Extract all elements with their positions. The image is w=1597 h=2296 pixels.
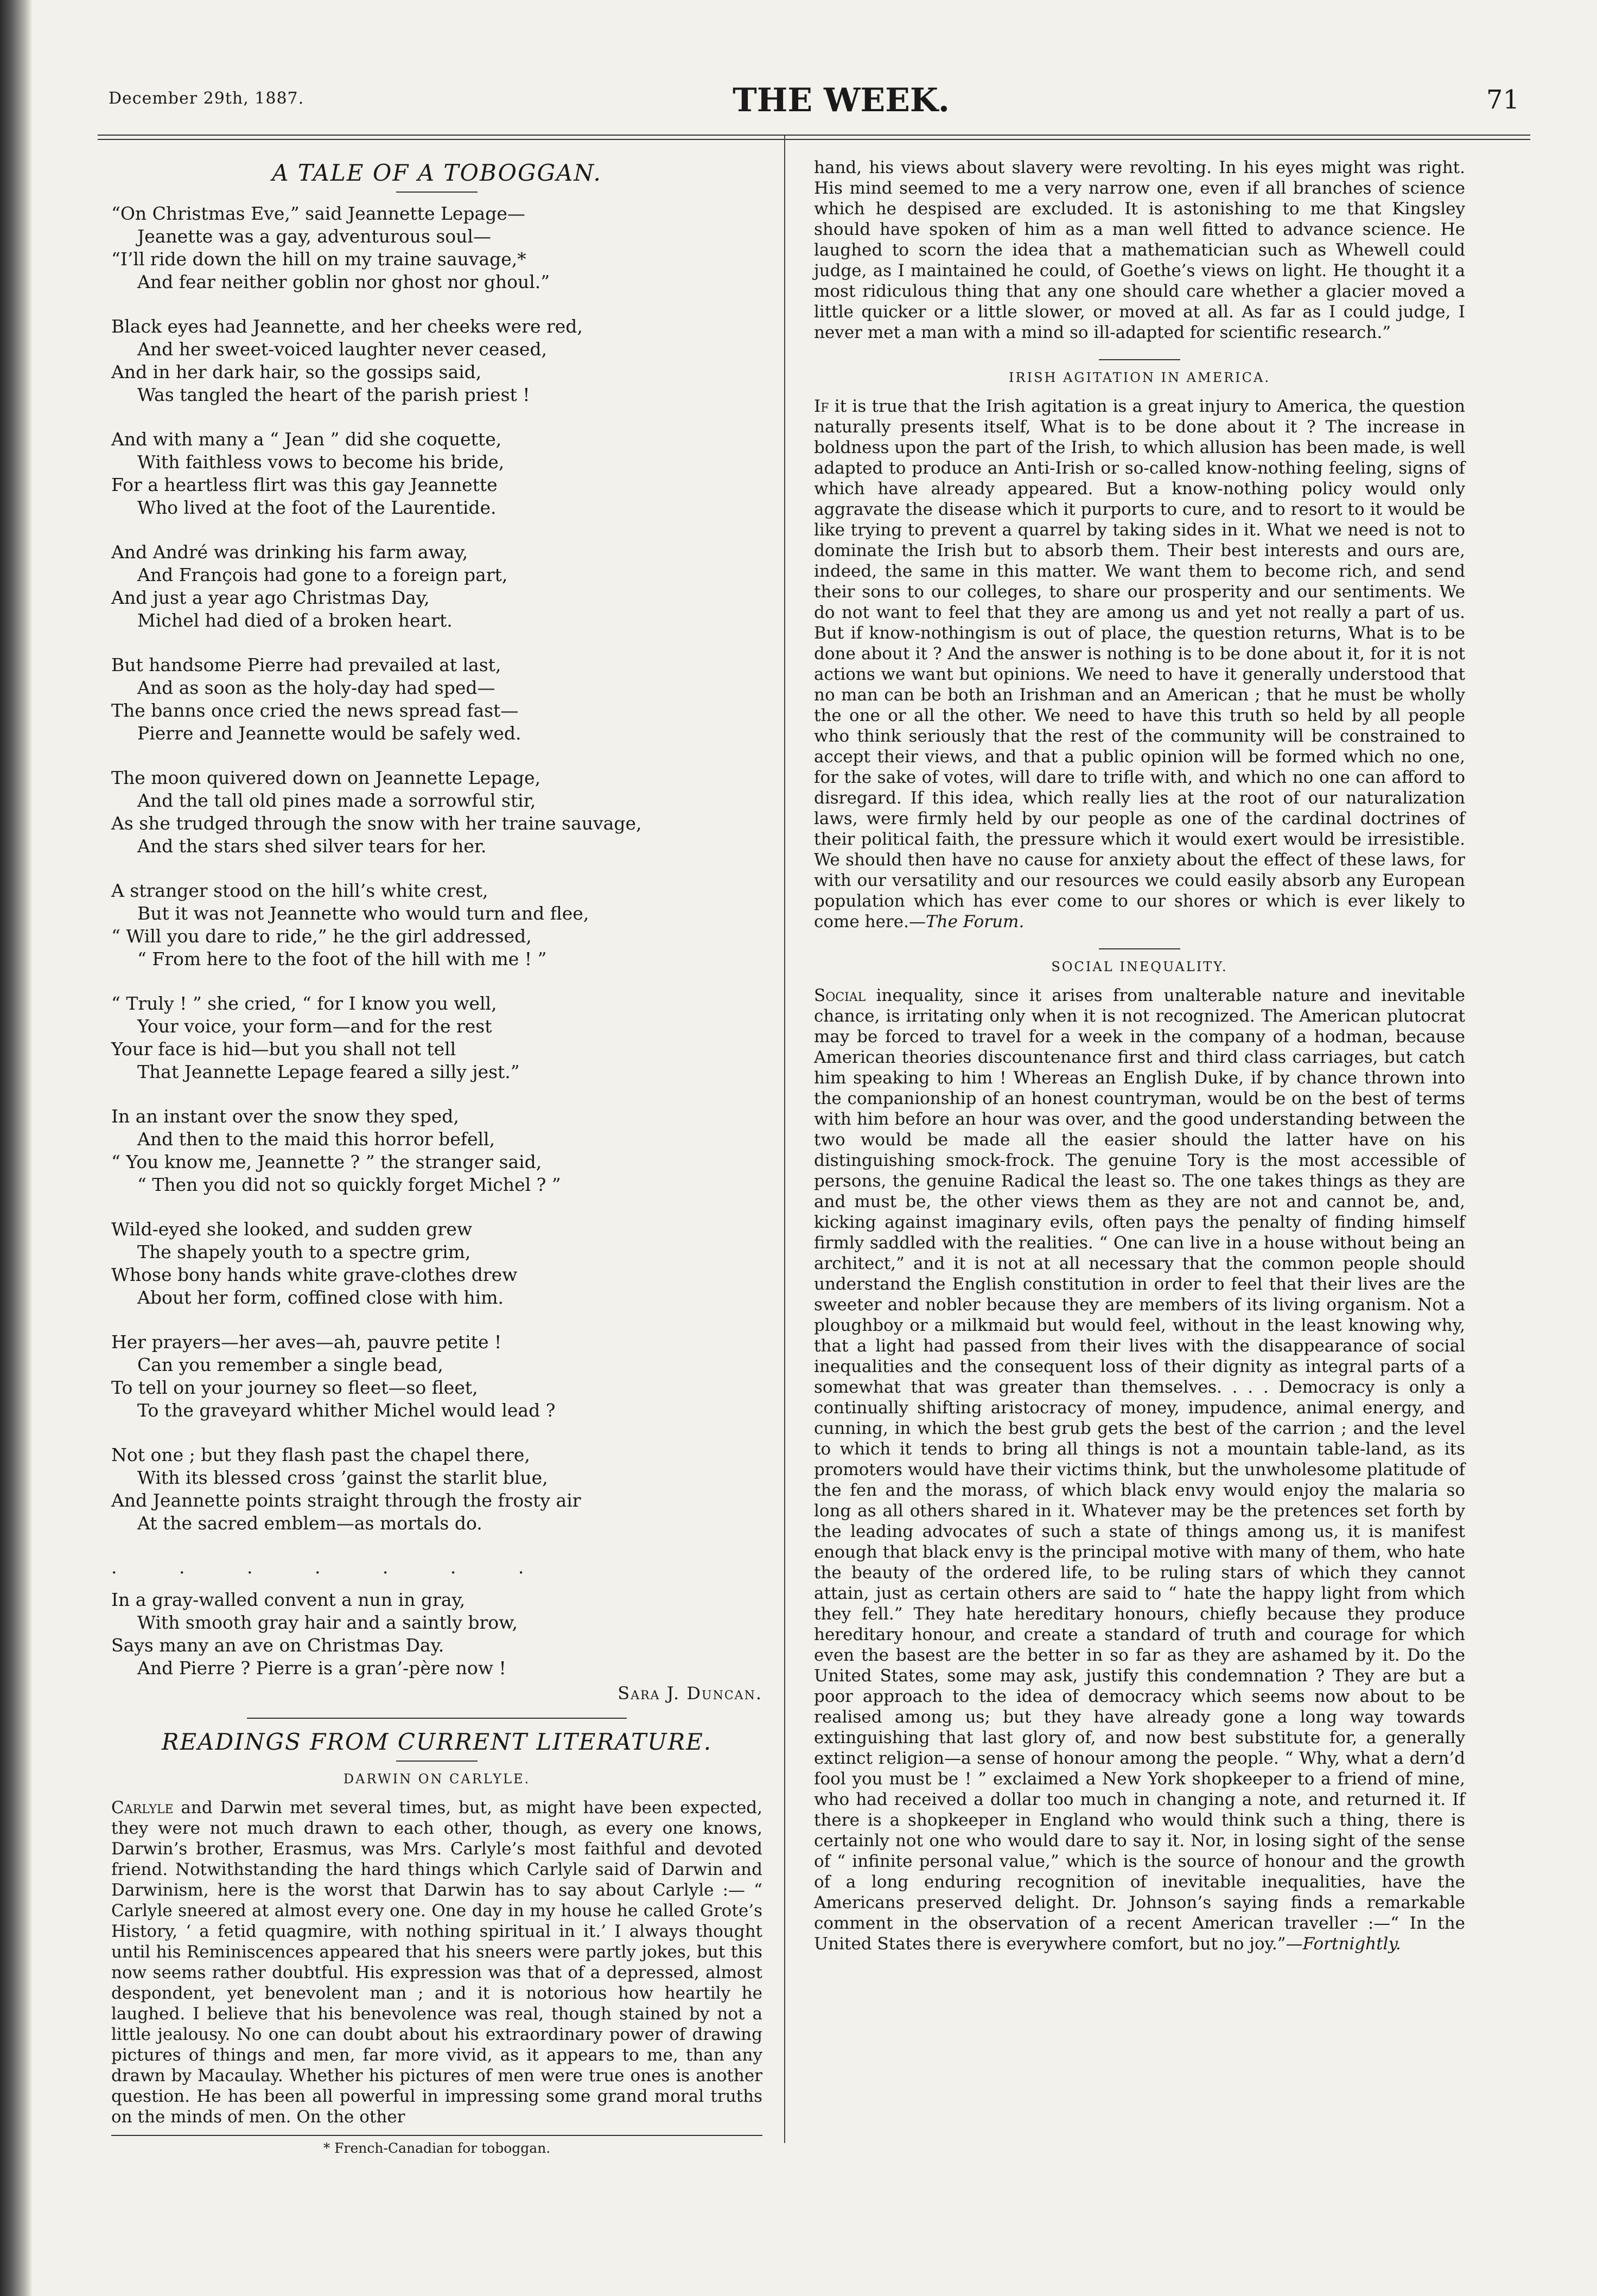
darwin-article [111,1797,762,2127]
poem-line: “ Truly ! ” she cried, “ for I know you well, [111,993,497,1014]
poem-stanza [111,428,762,519]
poem-line: And then to the maid this horror befell, [137,1128,495,1150]
social-source: Fortnightly. [1302,1934,1401,1954]
poem-line: And André was drinking his farm away, [111,541,468,563]
poem-line: In a gray-walled convent a nun in gray, [111,1589,466,1610]
poem-line: The moon quivered down on Jeannette Lepage, [111,767,541,788]
poem-line: To tell on your journey so fleet—so fleet, [111,1377,478,1398]
poem-line: About her form, coffined close with him. [137,1287,504,1308]
footnote: * French-Canadian for toboggan. [323,2140,551,2156]
poem-line: Pierre and Jeannette would be safely wed. [137,723,521,744]
poem-line: With smooth gray hair and a saintly brow, [137,1612,518,1633]
irish-source: The Forum. [925,912,1025,932]
poem-line: For a heartless flirt was this gay Jeannette [111,474,498,495]
poem-line: And Jeannette points straight through the frosty air [111,1490,581,1511]
poem-line: And the tall old pines made a sorrowful stir, [137,790,536,811]
poem-line: And with many a “ Jean ” did she coquette, [111,429,502,450]
poem-line: At the sacred emblem—as mortals do. [137,1513,482,1534]
right-column [814,157,1465,1954]
poem-line: In an instant over the snow they sped, [111,1106,459,1127]
left-column [111,157,762,2156]
poem-line: Her prayers—her aves—ah, pauvre petite ! [111,1331,502,1353]
poem-line: Says many an ave on Christmas Day. [111,1635,444,1656]
poem-line: As she trudged through the snow with her traine sauvage, [111,813,642,834]
poem-line: And François had gone to a foreign part, [137,564,508,585]
readings-title: READINGS FROM CURRENT LITERATURE. [161,1729,712,1755]
poem-line: A stranger stood on the hill’s white crest, [111,880,488,901]
poem-body [111,202,762,1535]
poem-line: “ You know me, Jeannette ? ” the stranger said, [111,1151,542,1172]
poem-stanza [111,992,762,1083]
poem-line: Wild-eyed she looked, and sudden grew [111,1219,473,1240]
poem-stanza [111,1589,762,1680]
section-rule [247,1718,627,1719]
darwin-continuation: hand, his views about slavery were revolting. In his eyes might was right. His mind seemed to me a very narrow one, even if all branches of science which he despised are excluded. It is astonishing to me that Kingsley should have spoken of him as a man well fitted to advance science. He laughed to scorn the idea that a mathematician such as Whewell could judge, as I maintained he could, of Goethe’s views on light. He thought it a most ridiculous thing that any one should care whether a glacier moved a little quicker or a little slower, or moved at all. As far as I could judge, I never met a man with a mind so ill-adapted for scientific research.” [814,158,1465,342]
readings-rule [396,1761,478,1762]
poem-line: Jeanette was a gay, adventurous soul— [137,226,491,247]
poem-line: Can you remember a single bead, [137,1354,443,1375]
poem-line: “I’ll ride down the hill on my traine sauvage,* [111,248,526,270]
poem-line: Black eyes had Jeannette, and her cheeks were red, [111,316,583,337]
header-rule [98,135,1530,136]
poem-stanza [111,315,762,406]
poem-line: But it was not Jeannette who would turn and flee, [137,903,589,924]
poem-stanza [111,1331,762,1422]
issue-date: December 29th, 1887. [109,89,304,108]
poem-stanza [111,654,762,745]
poem-line: Your voice, your form—and for the rest [137,1016,492,1037]
page-header [109,81,1519,125]
poem-line: “ Will you dare to ride,” he the girl addressed, [111,926,532,947]
poem-line: “ Then you did not so quickly forget Michel ? ” [137,1174,561,1195]
social-subtitle: SOCIAL INEQUALITY. [1051,959,1228,974]
poem-line: But handsome Pierre had prevailed at last, [111,654,501,675]
poem-line: Not one ; but they flash past the chapel there, [111,1444,530,1465]
poem-stanza [111,1444,762,1535]
social-text: inequality, since it arises from unalterable nature and inevitable chance, is irritating only when it is not recognized. The American plutocrat may be forced to travel for a week in the company of a hodman, because American theories discountenance first and third class carriages, but catch him speaking to him ! Whereas an English Duke, if by chance thrown into the companionship of an honest countryman, would be on the best of terms with him before an hour was over, and the good understanding between the two would be made all the easier should the latter have on his distinguishing smock-frock. The genuine Tory is the most accessible of persons, the genuine Radical the least so. The one takes things as they are and must be, the other views them as they are not and cannot be, and, kicking against imaginary evils, often pays the penalty of finding himself firmly saddled with the realities. “ One can live in a house without being an architect,” and it is not at all necessary that the common people should understand the English constitution in order to feel that their lives are the sweeter and nobler because they are members of its living organism. Not a ploughboy or a milkmaid but would feel, without in the least knowing why, that a light had passed from their lives with the disappearance of social inequalities and the consequent loss of their dignity as integral parts of a somewhat that was greater than themselves. . . . Democracy is only a continually shifting aristocracy of money, impudence, animal energy, and cunning, in which the best grub gets the best of the carrion ; and the level to which it tends to bring all things is not a mountain table-land, as its promoters would have their victims think, but the unwholesome platitude of the fen and the morass, of which black envy would enjoy the malaria so long as all others shared in it. Whatever may be the pretences set forth by the leading advocates of such a state of things among us, it is manifest enough that black envy is the principal motive with many of them, who hate the beauty of the ordered life, to be ruling stars of which they cannot attain, just as certain others are said to “ hate the happy light from which they fell.” They hate hereditary honours, chiefly because they produce hereditary honour, and create a standard of truth and courage for which even the basest are the better in so far as they are ashamed by it. Do the United States, some may ask, justify this condemnation ? They are but a poor approach to the idea of democracy which seems now about to be realised among us; but they have already gone a long way towards extinguishing that last glory of, and now best substitute for, a generally extinct religion—a sense of honour among the people. “ Why, what a dern’d fool you must be ! ” exclaimed a New York shopkeeper to a friend of mine, who had received a dollar too much in changing a note, and returned it. If there is a shopkeeper in England who would think such a thing, there is certainly not one who would dare to say it. Nor, in losing sight of the sense of “ infinite personal value,” which is the source of honour and the growth of a long enduring recognition of inevitable inequalities, have the Americans preserved delight. Dr. Johnson’s saying finds a remarkable comment in the observation of a recent American traveller :—“ In the United States there is everywhere comfort, but no joy.”— [814,986,1465,1954]
title-rule [396,192,478,193]
poem-line: And in her dark hair, so the gossips said, [111,361,482,382]
poem-line: The shapely youth to a spectre grim, [137,1241,471,1262]
poem-line: And the stars shed silver tears for her. [137,836,487,857]
irish-article [814,396,1465,932]
poem-line: Michel had died of a broken heart. [137,610,453,631]
poem-line: And Pierre ? Pierre is a gran’-père now ! [137,1657,506,1679]
poem-line: Was tangled the heart of the parish priest ! [137,384,530,405]
page-number: 71 [1486,85,1519,115]
poem-line: Who lived at the foot of the Laurentide. [137,497,497,518]
column-divider [784,136,785,2143]
binding-shadow [0,0,33,2296]
social-lead: Social [814,986,866,1005]
poem-stanza [111,767,762,858]
poem-line: “ From here to the foot of the hill with me ! ” [137,948,547,970]
poem-line: And her sweet-voiced laughter never ceased, [137,339,547,360]
darwin-text: and Darwin met several times, but, as might have been expected, they were not much drawn to each other, though, as every one knows, Darwin’s brother, Erasmus, was Mrs. Carlyle’s most faithful and devoted friend. Notwithstanding the hard things which Carlyle said of Darwin and Darwinism, here is the worst that Darwin has to say about Carlyle :— “ Carlyle sneered at almost every one. One day in my house he called Grote’s History, ‘ a fetid quagmire, with nothing spiritual in it.’ I always thought until his Reminiscences appeared that his sneers were partly jokes, but this now seems rather doubtful. His expression was that of a depressed, almost despondent, yet benevolent man ; and it is notorious how heartily he laughed. I believe that his benevolence was real, though stained by not a little jealousy. No one can doubt about his extraordinary power of drawing pictures of things and men, far more vivid, as it appears to me, than any drawn by Macaulay. Whether his pictures of men were true ones is another question. He has been all powerful in impressing some grand moral truths on the minds of men. On the other [111,1798,762,2127]
poem-stanza [111,202,762,294]
poem-line: And as soon as the holy-day had sped— [137,677,495,698]
poem-line: “On Christmas Eve,” said Jeannette Lepage— [111,203,525,224]
poem-line: That Jeannette Lepage feared a silly jest.” [137,1061,520,1082]
footnote-rule [111,2135,762,2136]
poem-stanza [111,1105,762,1196]
poem-line: And just a year ago Christmas Day, [111,587,430,608]
poem-line: And fear neither goblin nor ghost nor ghoul.” [137,271,550,292]
poem-line: With faithless vows to become his bride, [137,451,505,473]
poem-final-stanza [111,1589,762,1680]
darwin-subtitle: DARWIN ON CARLYLE. [343,1771,531,1787]
darwin-lead: Carlyle [111,1798,174,1817]
poem-title: A TALE OF A TOBOGGAN. [272,160,602,186]
poem-line: The banns once cried the news spread fast— [111,700,519,721]
header-rule-double [98,139,1530,140]
irish-subtitle: IRISH AGITATION IN AMERICA. [1009,370,1270,385]
stanza-break: . . . . . . . [111,1557,552,1578]
poem-line: With its blessed cross ’gainst the starlit blue, [137,1467,548,1488]
irish-text: it is true that the Irish agitation is a great injury to America, the question naturally presents itself, What is to be done about it ? The increase in boldness upon the part of the Irish, to which allusion has been made, is well adapted to produce an Anti-Irish or so-called know-nothing feeling, signs of which have already appeared. But a know-nothing policy would only aggravate the disease which it purports to cure, and to resort to it would be like trying to prevent a quarrel by taking sides in it. What we need is not to dominate the Irish but to absorb them. Their best interests and ours are, indeed, the same in this matter. We want them to become rich, and send their sons to our colleges, to share our prosperity and our sentiments. We do not want to feel that they are among us and yet not really a part of us. But if know-nothingism is out of place, the question returns, What is to be done about it ? And the answer is nothing is to be done about it, for it is not actions we want but opinions. We need to have it generally understood that no man can be both an Irishman and an American ; that he must be wholly the one or all the other. We need to have this truth so held by all people who think seriously that the rest of the community will be constrained to accept their views, and that a public opinion will be formed which no one, for the sake of votes, will dare to trifle with, and which no one can afford to disregard. If this idea, which really lies at the root of our naturalization laws, were firmly held by our people as one of the cardinal doctrines of their political faith, the pressure which it would exert would be irresistible. We should then have no cause for anxiety about the effect of these laws, for with our versatility and our resources we could easily absorb any European population which has ever come to our shores or which is ever likely to come here.— [814,397,1465,932]
poem-line: To the graveyard whither Michel would lead ? [137,1400,556,1421]
poem-stanza [111,541,762,632]
poem-signature: Sara J. Duncan. [618,1683,762,1704]
poem-line: Whose bony hands white grave-clothes drew [111,1264,518,1285]
poem-line: Your face is hid—but you shall not tell [111,1038,456,1060]
masthead: THE WEEK. [733,81,950,119]
article-rule [1099,359,1180,360]
irish-lead: If [814,397,829,416]
article-rule-2 [1099,948,1180,949]
social-article [814,985,1465,1954]
poem-stanza [111,879,762,971]
poem-stanza [111,1218,762,1309]
